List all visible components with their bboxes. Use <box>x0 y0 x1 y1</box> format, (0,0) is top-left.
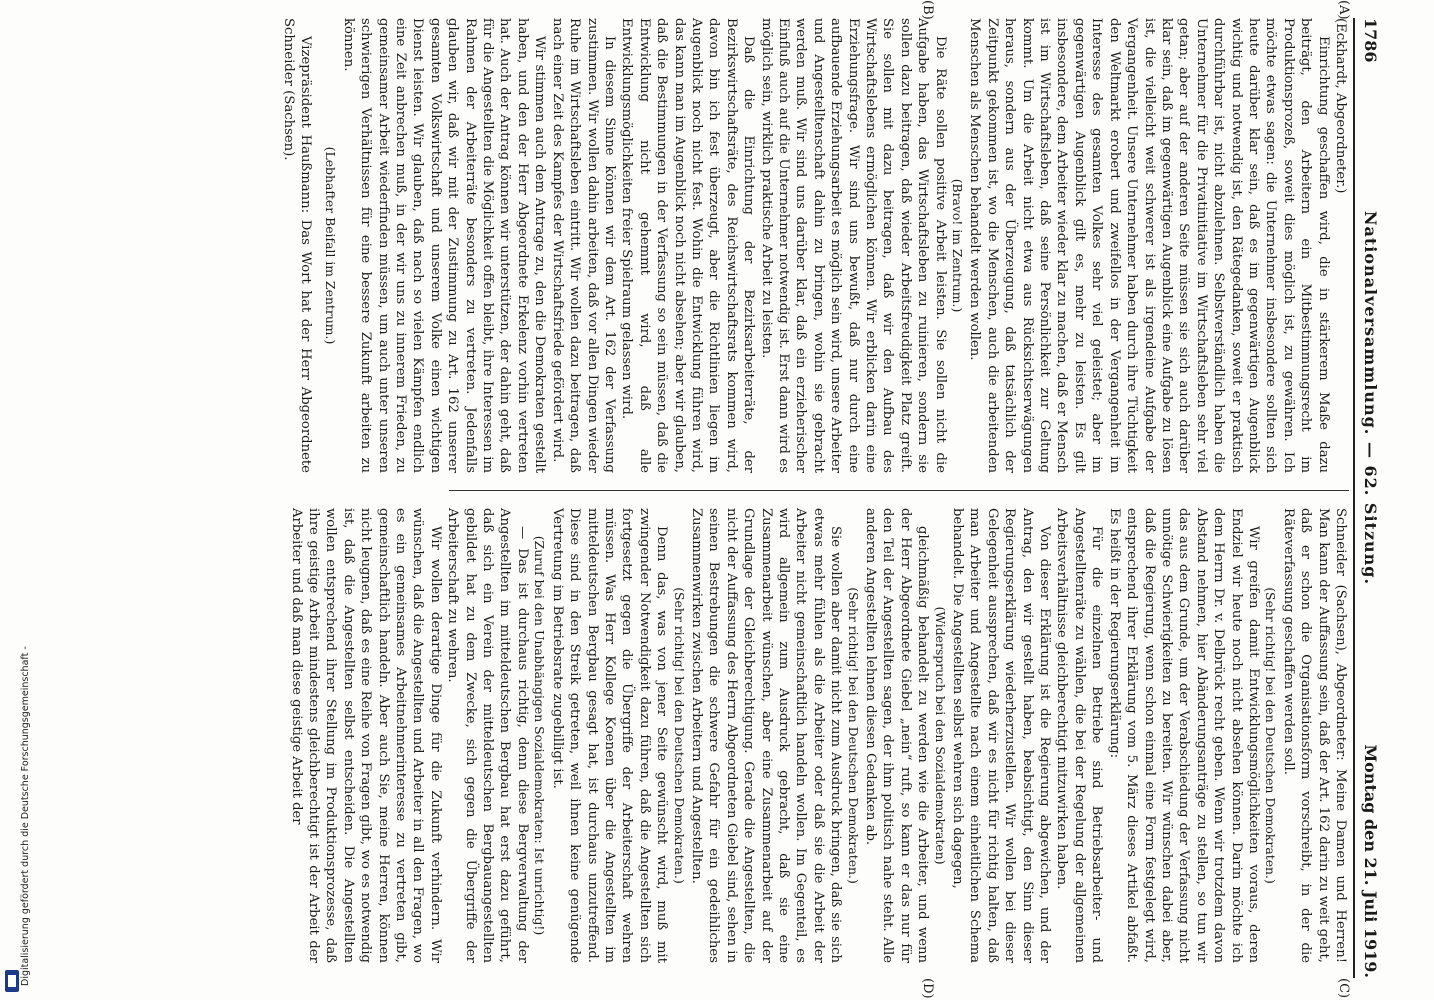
page-title: Nationalversammlung. — 62. Sitzung. <box>1361 210 1381 586</box>
interjection: (Sehr richtig! bei den Deutschen Demokraten.) <box>1263 587 1279 884</box>
funding-note: Digitalisierung gefördert durch die Deutsche Forschungsgemeinschaft - <box>20 646 31 986</box>
paragraph: Wir wollen derartige Dinge für die Zukunft verhindern. Wir wünschen, daß die Angestellten und Arbeiter in all den Fragen, wo es ein gemeinsames Arbeitnehmerinteresse zu vertreten gibt, gemeinschaftlich handeln. Aber auch Sie, meine Herren, können nicht leugnen, daß es eine Reihe von Fragen gibt, wo es notwendig ist, daß die Angestellten selbst entscheiden. Die Angestellten wollen entsprechend ihrer Stellung im Produktionsprozesse, daß ihre geistige Arbeit mindestens gleichberechtigt ist der Arbeit der Arbeiter und daß man diese geistige Arbeit der <box>288 508 443 963</box>
margin-marker-c: (C) <box>1336 978 1351 999</box>
margin-marker-d: (D) <box>920 978 935 999</box>
interjection: (Sehr richtig! bei den Deutschen Demokraten.) <box>845 587 861 884</box>
paragraph: Denn das, was von jener Seite gewünscht wird, muß mit zwingender Notwendigkeit dazu führen, daß die Angestellten sich fortgesetzt gegen die Übergriffe der Arbeiterschaft wehren müssen. Was Herr Kollege Koenen über die Angestellten im mitteldeutschen Bergbau gesagt hat, ist durchaus unzutreffend. Diese sind in den Streik getreten, weil ihnen keine genügende Vertretung im Betriebsrate zugebilligt ist. <box>549 508 670 963</box>
paragraph: — Das ist durchaus richtig, denn diese Bergverwaltung der Angestellten im mitteldeutschen Bergbau hat erst dazu geführt, daß sich ein Verein der mitteldeutschen Bergbauangestellten gebildet hat zu dem Zwecke, sich gegen die Übergriffe der Arbeiterschaft zu wehren. <box>445 508 530 963</box>
header-rule <box>1353 18 1355 978</box>
paragraph: (Eckhardt, Abgeordneter.) <box>1333 18 1348 194</box>
interjection: (Bravo! im Zentrum.) <box>950 178 966 313</box>
paragraph: In diesem Sinne können wir dem Art. 162 der Verfassung zustimmen. Wir wollen dahin arbeiten, daß vor allen Dingen wieder Ruhe im Wirtschaftsleben eintritt. Wir wollen dazu beitragen, daß nach einer Zeit des Kampfes der Wirtschaftsfriede gefördert wird. <box>549 18 617 473</box>
paragraph: Einrichtung geschaffen wird, die in stärkerem Maße dazu beiträgt, den Arbeitern ein Mitbestimmungsrecht im Produktionsprozeß, soweit dies möglich ist, zu gewähren. Ich möchte etwas sagen: die Unternehmer insbesondere sollten sich heute darüber klar sein, daß es im gegenwärtigen Augenblick wichtig und notwendig ist, den Rätegedanken, soweit er praktisch durchführbar ist, nicht abzulehnen. Selbstverständlich haben die Unternehmer für die Privatinitiative im Wirtschaftsleben sehr viel getan; aber auf der anderen Seite müssen sie sich auch darüber klar sein, daß im gegenwärtigen Augenblick eine Aufgabe zu lösen ist, die vielleicht weit schwerer ist als irgendeine Aufgabe der Vergangenheit. Unsere Unternehmer haben durch ihre Tüchtigkeit den Weltmarkt erobert und zweifellos in der Vergangenheit im Interesse des gesamten Volkes sehr viel geleistet; aber im gegenwärtigen Augenblick gilt es, mehr zu leisten. Es gilt insbesondere, dem Arbeiter wieder klar zu machen, daß er Mensch ist im Wirtschaftsleben, daß seine Persönlichkeit zur Geltung kommt. Um die Arbeit nicht etwa aus Rücksichtserwägungen heraus, sondern aus der Überzeugung, daß tatsächlich der Zeitpunkt gekommen ist, wo die Menschen, auch die arbeitenden Menschen als Menschen behandelt werden wollen. <box>967 18 1331 473</box>
session-date: Montag den 21. Juli 1919. <box>1361 744 1381 978</box>
left-text-column <box>279 18 1349 473</box>
paragraph: Sie wollen aber damit nicht zum Ausdruck bringen, daß sie sich etwas mehr fühlen als die Arbeiter oder daß sie die Arbeit der Arbeiter nicht gemeinschaftlich handeln wollen. Im Gegenteil, es wird allgemein zum Ausdruck gebracht, daß sie eine Zusammenarbeit wünschen, aber eine Zusammenarbeit auf der Grundlage der Gleichberechtigung. Gerade die Angestellten, die nicht der Auffassung des Herrn Abgeordneten Giebel sind, sehen in seinen Bestrebungen die schwere Gefahr für ein gedeihliches Zusammenwirken zwischen Arbeitern und Angestellten. <box>688 508 844 963</box>
rotated-page-content <box>85 0 1385 999</box>
right-text-column <box>287 508 1349 963</box>
interjection: (Sehr richtig! bei den Deutschen Demokraten.) <box>671 587 687 884</box>
paragraph: gleichmäßig behandelt zu werden wie die Arbeiter, und wenn der Herr Abgeordnete Giebel „nein“ ruft, so kann er das nur für den Teil der Angestellten sagen, der ihm politisch nahe steht. Alle anderen Angestellten lehnen diesen Gedanken ab. <box>863 508 931 963</box>
page-header <box>1357 18 1385 978</box>
dfg-logo-icon <box>5 970 19 992</box>
paragraph: Schneider (Sachsen), Abgeordneter: Meine Damen und Herren! Man kann der Auffassung sein, daß der Art. 162 darin zu weit geht, daß er schon die Organisationsform vorschreibt, in der die Räteverfassung geschaffen werden soll. <box>1280 508 1348 963</box>
paragraph: Für die einzelnen Betriebe sind Betriebsarbeiter- und Angestelltenräte zu wählen, die bei der Regelung der allgemeinen Arbeitsverhältnisse gleichberechtigt mitzuwirken haben. <box>1054 508 1105 963</box>
interjection: (Zuruf bei den Unabhängigen Sozialdemokraten: Ist unrichtig!) <box>532 535 548 936</box>
page-number: 1786 <box>1361 18 1381 63</box>
interjection: (Lebhafter Beifall im Zentrum.) <box>323 146 339 345</box>
paragraph: Wir greifen damit Entwicklungsmöglichkeiten voraus, deren Endziel wir heute noch nicht absehen können. Darin möchte ich dem Herrn Dr. v. Delbrück recht geben. Wenn wir trotzdem davon Abstand nehmen, hier Abänderungsanträge zu stellen, so tun wir das aus dem Grunde, um der Verabschiedung der Verfassung nicht unnötige Schwierigkeiten zu bereiten. Wir wünschen dabei aber, daß die Regierung, wenn schon einmal eine Form festgelegt wird, entsprechend ihrer Erklärung vom 5. März dieses Artikel abfaßt. Es heißt in der Regierungserklärung: <box>1106 508 1261 963</box>
column-divider <box>449 490 1349 491</box>
paragraph: Wir stimmen auch dem Antrage zu, den die Demokraten gestellt haben, und den der Herr Abgeordnete Erkelenz vorhin vertreten hat. Auch der Antrag können wir unterstützen, der dahin geht, daß für die Angestellten die Möglichkeit offen bleibt, ihre Interessen im Rahmen der Arbeiterräte besonders zu vertreten. Jedenfalls glauben wir, daß wir mit der Zustimmung zu Art. 162 unserer gesamten Volkswirtschaft und unserem Volke einen wichtigen Dienst leisten. Wir glauben, daß nach so vielen Kämpfen endlich eine Zeit anbrechen muß, in der wir uns zu innerem Frieden, zu gemeinsamer Arbeit wiederfinden müssen, um auch unter unseren schwierigen Verhältnissen für eine bessere Zukunft arbeiten zu können. <box>340 18 548 473</box>
paragraph: Daß die Einrichtung der Bezirksarbeiterräte, der Bezirkswirtschaftsräte, des Reichswirtschaftsrats kommen wird, davon bin ich fest überzeugt, aber die Richtlinien liegen im Augenblick noch nicht fest. Wohin die Entwicklung führen wird, das kann man im Augenblick noch nicht absehen; aber wir glauben, daß die Bestimmungen in der Verfassung so sein müssen, daß die Entwicklung nicht gehemmt wird, daß alle Entwicklungsmöglichkeiten freier Spielraum gelassen wird. <box>619 18 757 473</box>
margin-marker-a: (A) <box>1336 0 1351 20</box>
paragraph: Vizepräsident Haußmann: Das Wort hat der Herr Abgeordnete Schneider (Sachsen). <box>280 18 314 473</box>
paragraph: Die Räte sollen positive Arbeit leisten. Sie sollen nicht die Aufgabe haben, das Wirtschaftsleben zu ruinieren, sondern sie sollen dazu beitragen, daß wieder Arbeitsfreudigkeit Platz greift. Sie sollen mit dazu beitragen, daß wir den Aufbau des Wirtschaftslebens ermöglichen können. Wir erblicken darin eine Erziehungsfrage. Wir sind uns bewußt, daß nur durch eine aufbauende Erziehungsarbeit es möglich sein wird, unsere Arbeiter und Angestelltenschaft dahin zu bringen, wohin sie gebracht werden muß. Wir sind uns darüber klar, daß ein erzieherischer Einfluß auch auf die Unternehmer notwendig ist. Erst dann wird es möglich sein, wirklich praktische Arbeit zu leisten. <box>758 18 948 473</box>
side-strip <box>4 0 31 1000</box>
margin-marker-b: (B) <box>920 0 935 20</box>
interjection: (Widerspruch bei den Sozialdemokraten) <box>932 606 948 865</box>
paragraph: Von dieser Erklärung ist die Regierung abgewichen, und der Antrag, den wir gestellt haben, beabsichtigt, den Sinn dieser Regierungserklärung wiederherzustellen. Wir wollen bei dieser Gelegenheit aussprechen, daß wir es nicht für richtig halten, daß man Arbeiter und Angestellte nach einem einheitlichen Schema behandelt. Die Angestellten selbst wehren sich dagegen, <box>950 508 1053 963</box>
